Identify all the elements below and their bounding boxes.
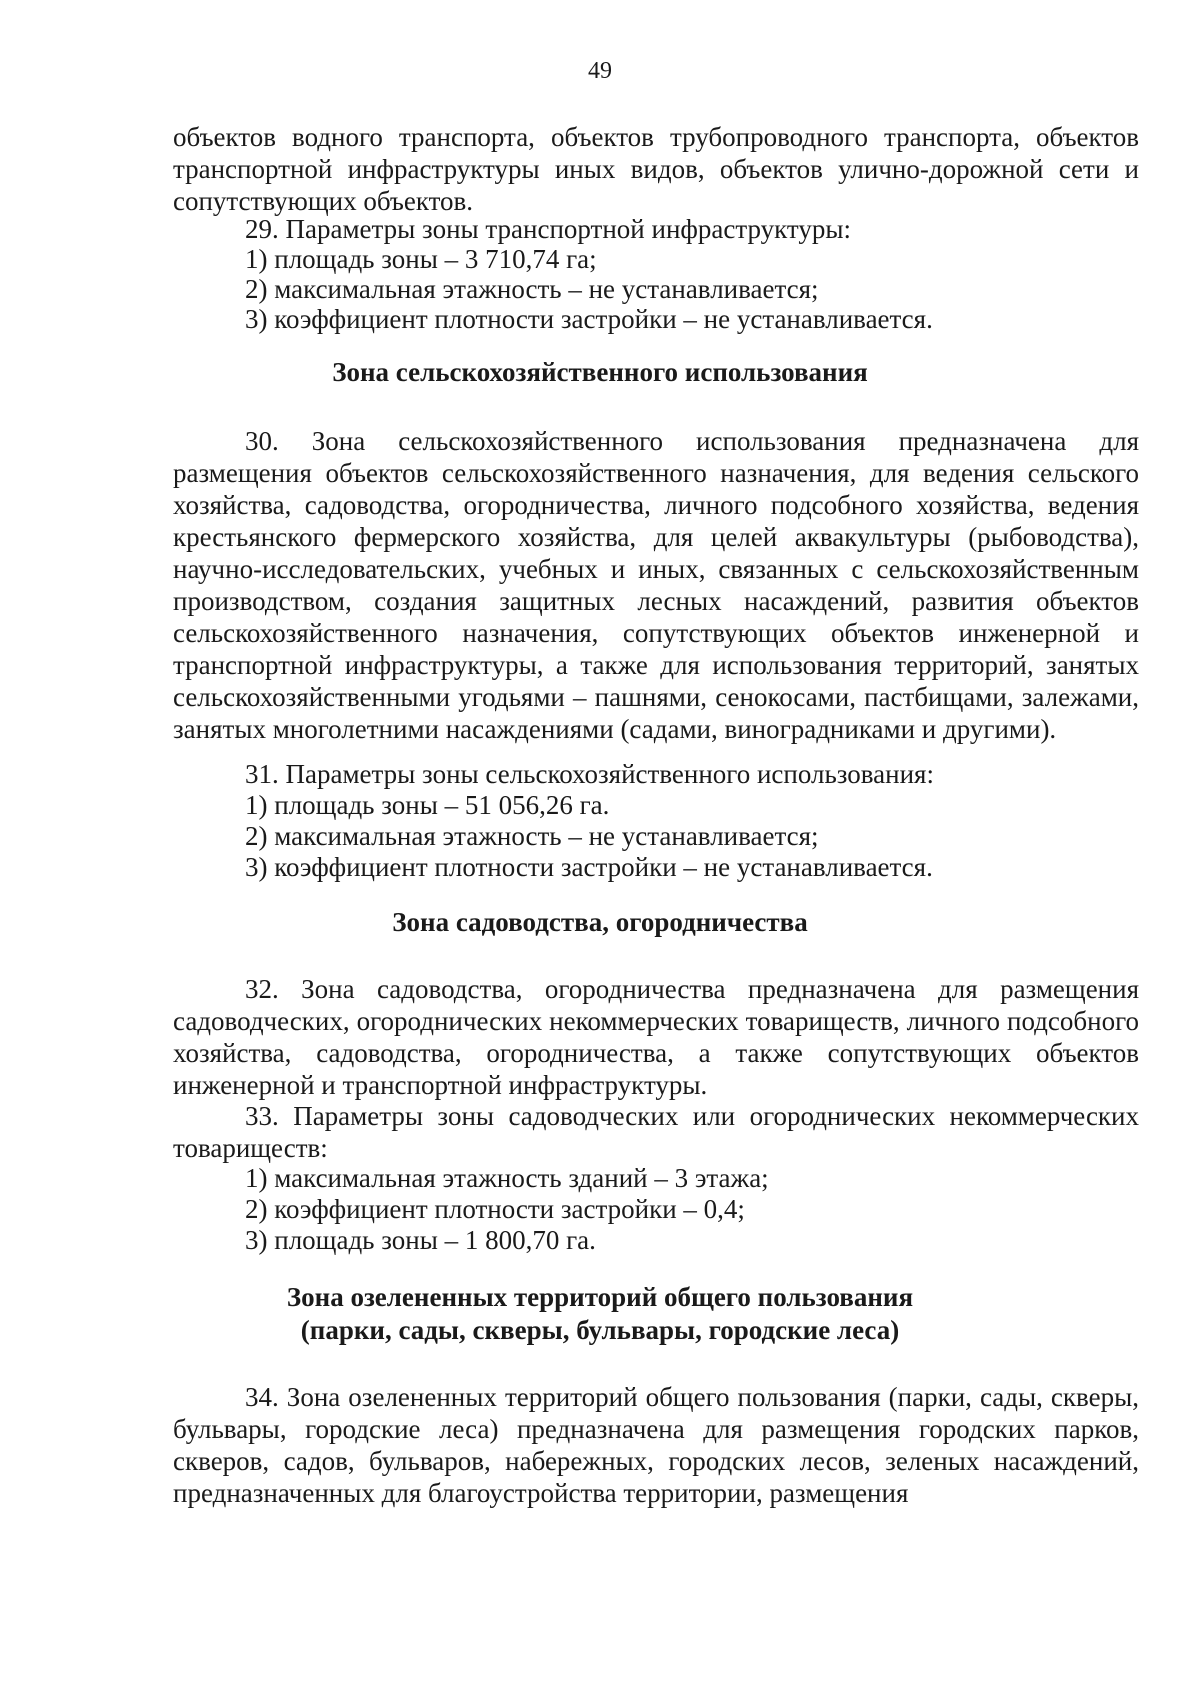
gardening-paragraph: 32. Зона садоводства, огородничества предназначена для размещения садоводческих, огороднических некоммерческих товариществ, личного подсобного хозяйства, садоводства, огородничества, а также сопутствующих объектов инженерной и транспортной инфраструктуры. <box>173 974 1139 1100</box>
agricultural-paragraph: 30. Зона сельскохозяйственного использования предназначена для размещения объектов сельскохозяйственного назначения, для ведения сельского хозяйства, садоводства, огородничества, личного подсобного хозяйства, ведения крестьянского фермерского хозяйства, для целей аквакультуры (рыбоводства), научно-исследовательских, учебных и иных, связанных с сельскохозяйственным производством, создания защитных лесных насаждений, развития объектов сельскохозяйственного назначения, сопутствующих объектов инженерной и транспортной инфраструктуры, а также для использования территорий, занятых сельскохозяйственными угодьями – пашнями, сенокосами, пастбищами, залежами, занятых многолетними насаждениями (садами, виноградниками и другими). <box>173 426 1139 744</box>
section-heading-agricultural: Зона сельскохозяйственного использования <box>332 357 868 387</box>
gardening-params-header: 33. Параметры зоны садоводческих или огороднических некоммерческих товариществ: <box>173 1101 1139 1163</box>
intro-paragraph: объектов водного транспорта, объектов трубопроводного транспорта, объектов транспортной инфраструктуры иных видов, объектов улично-дорожной сети и сопутствующих объектов. <box>173 122 1139 216</box>
list-item: 1) максимальная этажность зданий – 3 этажа; <box>245 1163 769 1193</box>
list-item: 2) коэффициент плотности застройки – 0,4; <box>245 1194 745 1224</box>
section-heading-green-line2: (парки, сады, скверы, бульвары, городские леса) <box>300 1315 900 1345</box>
green-zone-paragraph: 34. Зона озелененных территорий общего пользования (парки, сады, скверы, бульвары, городские леса) предназначена для размещения городских парков, скверов, садов, бульваров, набережных, городских лесов, зеленых насаждений, предназначенных для благоустройства территории, размещения <box>173 1382 1139 1508</box>
page-number: 49 <box>588 58 612 84</box>
list-item: 3) коэффициент плотности застройки – не устанавливается. <box>245 304 933 334</box>
list-item: 1) площадь зоны – 3 710,74 га; <box>245 244 597 274</box>
list-item: 2) максимальная этажность – не устанавливается; <box>245 821 819 851</box>
agricultural-params-header: 31. Параметры зоны сельскохозяйственного использования: <box>245 759 934 789</box>
list-item: 3) коэффициент плотности застройки – не устанавливается. <box>245 852 933 882</box>
transport-params-header: 29. Параметры зоны транспортной инфраструктуры: <box>245 214 851 244</box>
section-heading-gardening: Зона садоводства, огородничества <box>392 907 808 937</box>
list-item: 2) максимальная этажность – не устанавливается; <box>245 274 819 304</box>
list-item: 1) площадь зоны – 51 056,26 га. <box>245 790 610 820</box>
section-heading-green-line1: Зона озелененных территорий общего пользования <box>286 1282 914 1312</box>
list-item: 3) площадь зоны – 1 800,70 га. <box>245 1225 596 1255</box>
